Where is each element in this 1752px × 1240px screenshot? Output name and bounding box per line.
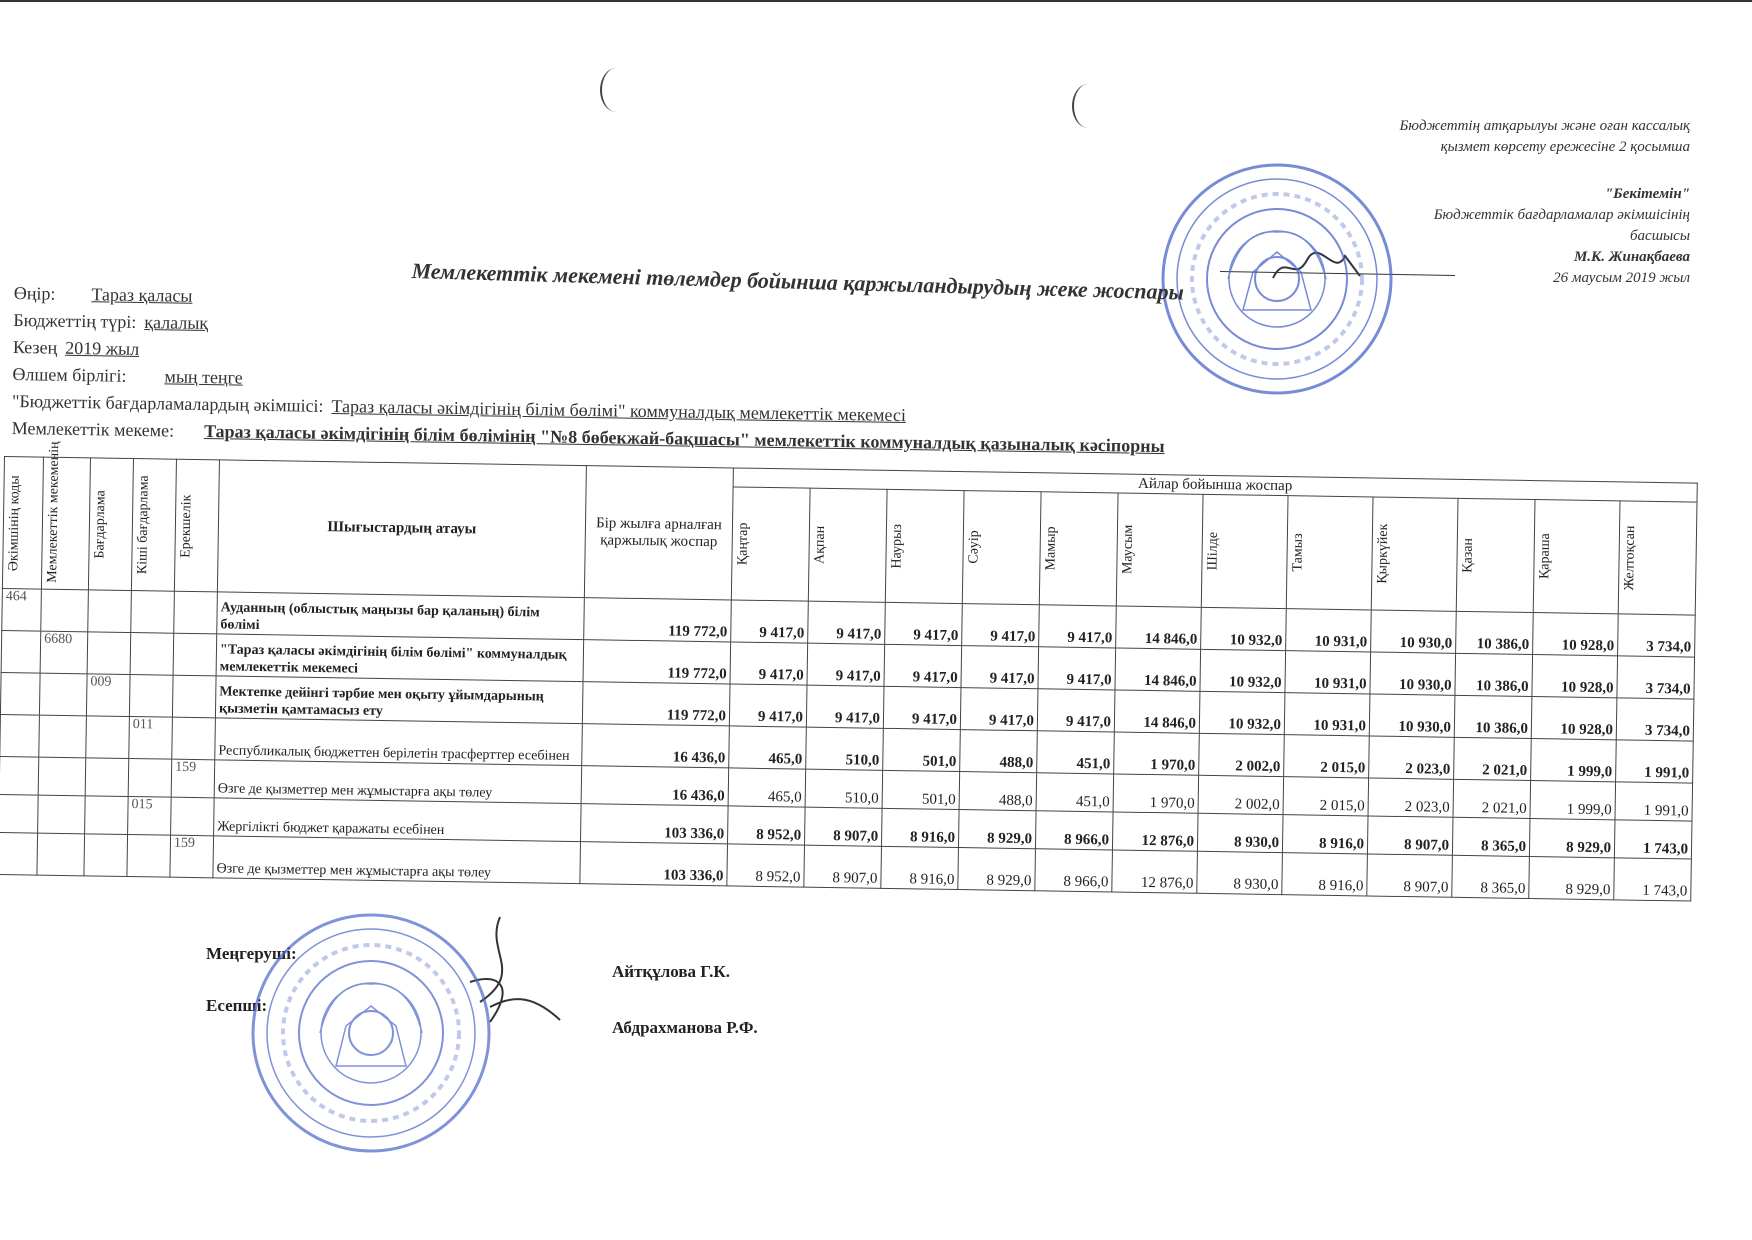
period-label: Кезең <box>12 336 58 358</box>
month-value-cell: 8 907,0 <box>1367 816 1453 855</box>
month-value-cell: 3 734,0 <box>1617 656 1695 699</box>
month-value-cell: 451,0 <box>1036 773 1114 812</box>
official-seal-bottom-icon <box>248 910 494 1156</box>
month-value-cell: 8 966,0 <box>1035 849 1113 892</box>
month-value-cell: 9 417,0 <box>884 644 962 687</box>
month-value-cell: 9 417,0 <box>960 688 1038 731</box>
month-value-cell: 501,0 <box>883 728 961 771</box>
admin-label: "Бюджеттік бағдарламалардың әкімшісі: <box>11 390 324 416</box>
month-value-cell: 9 417,0 <box>808 601 886 644</box>
month-value-cell: 10 928,0 <box>1533 613 1619 656</box>
code-cell <box>127 834 171 877</box>
month-value-cell: 2 021,0 <box>1453 779 1531 818</box>
month-header-6: Шілде <box>1201 494 1288 608</box>
month-value-cell: 8 365,0 <box>1452 817 1530 856</box>
approval-date: 26 маусым 2019 жыл <box>1553 270 1690 286</box>
month-value-cell: 10 932,0 <box>1199 691 1285 734</box>
month-value-cell: 8 907,0 <box>804 807 882 846</box>
scan-top-edge <box>0 0 1752 2</box>
month-value-cell: 451,0 <box>1037 731 1115 774</box>
month-value-cell: 8 952,0 <box>727 844 805 887</box>
head-label: Меңгеруші: <box>206 944 297 963</box>
annual-plan-cell: 16 436,0 <box>582 724 730 768</box>
code-cell: 6680 <box>40 631 88 674</box>
code-cell <box>37 833 85 876</box>
code-cell: 159 <box>170 835 214 878</box>
month-value-cell: 8 929,0 <box>1529 819 1615 858</box>
month-value-cell: 3 734,0 <box>1618 614 1696 657</box>
expense-name-cell: "Тараз қаласы әкімдігінің білім бөлімі" коммуналдық мемлекеттік мекемесі <box>216 634 584 682</box>
annual-plan-cell: 119 772,0 <box>583 640 731 684</box>
institution-value: Тараз қаласы әкімдігінің білім бөлімінің "№8 бөбекжай-бақшасы" мемлекеттік коммуналдық қазыналық кәсіпорны <box>203 421 1165 457</box>
month-value-cell: 10 386,0 <box>1455 653 1533 696</box>
month-header-2: Наурыз <box>885 489 964 603</box>
accountant-name: Абдрахманова Р.Ф. <box>612 1018 758 1037</box>
code-cell: 011 <box>129 717 173 760</box>
code-cell <box>0 756 39 795</box>
approver-name: М.К. Жинақбаева <box>1573 249 1690 265</box>
month-header-7: Тамыз <box>1286 496 1373 610</box>
month-value-cell: 9 417,0 <box>807 643 885 686</box>
code-cell <box>88 590 132 633</box>
code-cell <box>86 716 130 759</box>
month-value-cell: 1 999,0 <box>1531 739 1617 782</box>
month-value-cell: 8 952,0 <box>727 806 805 845</box>
code-cell <box>173 633 217 676</box>
code-cell <box>174 591 218 634</box>
month-value-cell: 1 970,0 <box>1113 774 1199 813</box>
code-cell <box>85 758 129 797</box>
code-cell <box>128 758 172 797</box>
annual-plan-cell: 119 772,0 <box>584 598 732 642</box>
code-cell <box>0 714 39 757</box>
code-cell <box>87 632 131 675</box>
code-cell <box>41 589 89 632</box>
month-value-cell: 10 386,0 <box>1454 695 1532 738</box>
code-cell: 015 <box>128 796 172 835</box>
month-value-cell: 10 928,0 <box>1531 697 1617 740</box>
expense-name-cell: Өзге де қызметтер мен жұмыстарға ақы төлеу <box>214 760 582 804</box>
financing-plan-table <box>0 440 1698 902</box>
month-value-cell: 9 417,0 <box>885 602 963 645</box>
code-cell <box>39 673 87 716</box>
official-seal-top-icon <box>1158 160 1396 398</box>
unit-value: мың теңге <box>164 366 243 388</box>
expense-name-cell: Жергілікті бюджет қаражаты есебінен <box>214 798 582 842</box>
code-cell <box>1 630 41 673</box>
code-cell <box>171 797 215 836</box>
month-value-cell: 2 015,0 <box>1283 777 1369 816</box>
head-name: Айтқұлова Г.К. <box>612 962 730 981</box>
code-cell <box>84 834 128 877</box>
code-cell <box>172 717 216 760</box>
approver-role-line-2: басшысы <box>1630 228 1690 244</box>
month-header-9: Қазан <box>1456 498 1535 612</box>
month-value-cell: 8 916,0 <box>881 846 959 889</box>
month-value-cell: 2 023,0 <box>1369 736 1455 779</box>
month-value-cell: 14 846,0 <box>1116 606 1202 649</box>
code-cell <box>172 675 216 718</box>
month-value-cell: 10 932,0 <box>1201 607 1287 650</box>
month-value-cell: 1 991,0 <box>1615 782 1693 821</box>
month-value-cell: 8 907,0 <box>804 845 882 888</box>
expense-name-cell: Өзге де қызметтер мен жұмыстарға ақы төлеу <box>213 836 581 884</box>
month-value-cell: 12 876,0 <box>1112 812 1198 851</box>
month-value-cell: 10 931,0 <box>1286 609 1372 652</box>
month-value-cell: 10 932,0 <box>1200 649 1286 692</box>
month-value-cell: 488,0 <box>960 730 1038 773</box>
month-value-cell: 9 417,0 <box>729 684 807 727</box>
unit-label: Өлшем бірлігі: <box>12 363 127 386</box>
month-value-cell: 8 929,0 <box>958 848 1036 891</box>
region-value: Тараз қаласы <box>91 284 193 306</box>
appendix-line-1: Бюджеттің атқарылуы және оған кассалық <box>1399 118 1690 134</box>
month-value-cell: 2 015,0 <box>1284 735 1370 778</box>
month-value-cell: 1 743,0 <box>1614 820 1692 859</box>
col-specifics: Ерекшелік <box>174 459 219 592</box>
month-value-cell: 2 002,0 <box>1198 775 1284 814</box>
code-cell <box>0 672 40 715</box>
code-cell <box>129 675 173 718</box>
month-value-cell: 2 023,0 <box>1368 778 1454 817</box>
document-title: Мемлекеттік мекемені төлемдер бойынша қаржыландырудың жеке жоспары <box>411 258 1185 305</box>
col-institution: Мемлекеттік мекеменің <box>41 457 90 590</box>
month-value-cell: 3 734,0 <box>1616 698 1694 741</box>
annual-plan-cell: 119 772,0 <box>582 682 730 726</box>
month-value-cell: 8 907,0 <box>1367 854 1453 897</box>
month-value-cell: 9 417,0 <box>962 604 1040 647</box>
month-value-cell: 8 365,0 <box>1452 855 1530 898</box>
month-value-cell: 8 929,0 <box>1529 857 1615 900</box>
month-value-cell: 9 417,0 <box>961 646 1039 689</box>
appendix-line-2: қызмет көрсету ережесіне 2 қосымша <box>1440 139 1690 155</box>
month-header-0: Қаңтар <box>731 487 810 601</box>
month-value-cell: 9 417,0 <box>1037 689 1115 732</box>
punch-hole-mark <box>600 68 632 112</box>
month-value-cell: 14 846,0 <box>1114 690 1200 733</box>
month-value-cell: 465,0 <box>728 768 806 807</box>
months-group-header: Айлар бойынша жоспар <box>733 468 1697 502</box>
region-label: Өңір: <box>13 282 56 304</box>
month-header-11: Желтоқсан <box>1618 501 1697 615</box>
month-value-cell: 10 930,0 <box>1369 694 1455 737</box>
approve-label: "Бекітемін" <box>1604 186 1690 202</box>
month-value-cell: 8 929,0 <box>958 810 1036 849</box>
expense-name-cell: Республикалық бюджеттен берілетін трасферттер есебінен <box>215 718 583 766</box>
budget-type-value: қалалық <box>144 312 209 334</box>
month-value-cell: 1 999,0 <box>1530 781 1616 820</box>
month-value-cell: 8 916,0 <box>881 808 959 847</box>
code-cell: 159 <box>171 759 215 798</box>
period-value: 2019 жыл <box>65 337 140 359</box>
month-value-cell: 9 417,0 <box>806 685 884 728</box>
approver-role-line-1: Бюджеттік бағдарламалар әкімшісінің <box>1433 207 1690 223</box>
budget-type-label: Бюджеттің түрі: <box>13 309 137 332</box>
accountant-label: Есепші: <box>206 996 268 1015</box>
month-value-cell: 2 002,0 <box>1199 733 1285 776</box>
month-value-cell: 10 931,0 <box>1285 651 1371 694</box>
expense-name-cell: Ауданның (облыстық маңызы бар қаланың) білім бөлімі <box>217 592 585 640</box>
month-value-cell: 510,0 <box>806 727 884 770</box>
month-header-1: Ақпан <box>808 488 887 602</box>
col-annual-plan: Бір жылға арналған қаржылық жоспар <box>584 466 733 600</box>
col-subprogram: Кіші бағдарлама <box>131 459 176 592</box>
month-value-cell: 488,0 <box>959 772 1037 811</box>
month-value-cell: 8 930,0 <box>1197 851 1283 894</box>
month-value-cell: 1 743,0 <box>1614 858 1692 901</box>
code-cell: 009 <box>86 674 130 717</box>
financing-plan-table-wrap <box>0 440 1698 902</box>
code-cell <box>38 757 86 796</box>
month-header-10: Қараша <box>1533 500 1620 614</box>
month-value-cell: 501,0 <box>882 770 960 809</box>
admin-value: Тараз қаласы әкімдігінің білім бөлімі" коммуналдық мемлекеттік мекемесі <box>331 396 907 426</box>
month-value-cell: 1 970,0 <box>1114 732 1200 775</box>
month-header-8: Қыркүйек <box>1371 497 1458 611</box>
document-meta <box>11 280 1167 460</box>
annual-plan-cell: 16 436,0 <box>581 766 729 806</box>
month-value-cell: 8 930,0 <box>1197 813 1283 852</box>
code-cell <box>38 795 86 834</box>
month-value-cell: 9 417,0 <box>1039 605 1117 648</box>
month-value-cell: 8 916,0 <box>1282 853 1368 896</box>
month-value-cell: 9 417,0 <box>883 686 961 729</box>
code-cell <box>131 591 175 634</box>
code-cell: 464 <box>2 588 42 631</box>
month-header-3: Сәуір <box>962 491 1041 605</box>
month-value-cell: 14 846,0 <box>1115 648 1201 691</box>
month-value-cell: 10 386,0 <box>1456 611 1534 654</box>
month-value-cell: 8 966,0 <box>1035 811 1113 850</box>
month-value-cell: 12 876,0 <box>1112 850 1198 893</box>
punch-hole-mark <box>1072 84 1104 128</box>
annual-plan-cell: 103 336,0 <box>580 842 728 886</box>
month-value-cell: 10 930,0 <box>1370 652 1456 695</box>
code-cell <box>130 633 174 676</box>
month-value-cell: 10 928,0 <box>1532 655 1618 698</box>
month-value-cell: 510,0 <box>805 769 883 808</box>
institution-label: Мемлекеттік мекеме: <box>11 417 175 441</box>
code-cell <box>0 832 38 875</box>
expense-name-cell: Мектепке дейінгі тәрбие мен оқыту ұйымдарының қызметін қамтамасыз ету <box>215 676 583 724</box>
code-cell <box>85 796 129 835</box>
month-value-cell: 9 417,0 <box>730 642 808 685</box>
month-value-cell: 9 417,0 <box>1038 647 1116 690</box>
col-admin-code: Әкімшінің коды <box>2 457 43 590</box>
month-header-5: Маусым <box>1116 493 1203 607</box>
col-program: Бағдарлама <box>88 458 133 591</box>
month-value-cell: 1 991,0 <box>1616 740 1694 783</box>
annual-plan-cell: 103 336,0 <box>581 804 729 844</box>
code-cell <box>0 794 38 833</box>
month-value-cell: 10 930,0 <box>1371 610 1457 653</box>
month-value-cell: 10 931,0 <box>1284 693 1370 736</box>
month-header-4: Мамыр <box>1039 492 1118 606</box>
code-cell <box>39 715 87 758</box>
month-value-cell: 9 417,0 <box>731 600 809 643</box>
month-value-cell: 465,0 <box>729 726 807 769</box>
month-value-cell: 8 916,0 <box>1282 815 1368 854</box>
col-expense-name: Шығыстардың атауы <box>217 460 586 598</box>
month-value-cell: 2 021,0 <box>1454 737 1532 780</box>
